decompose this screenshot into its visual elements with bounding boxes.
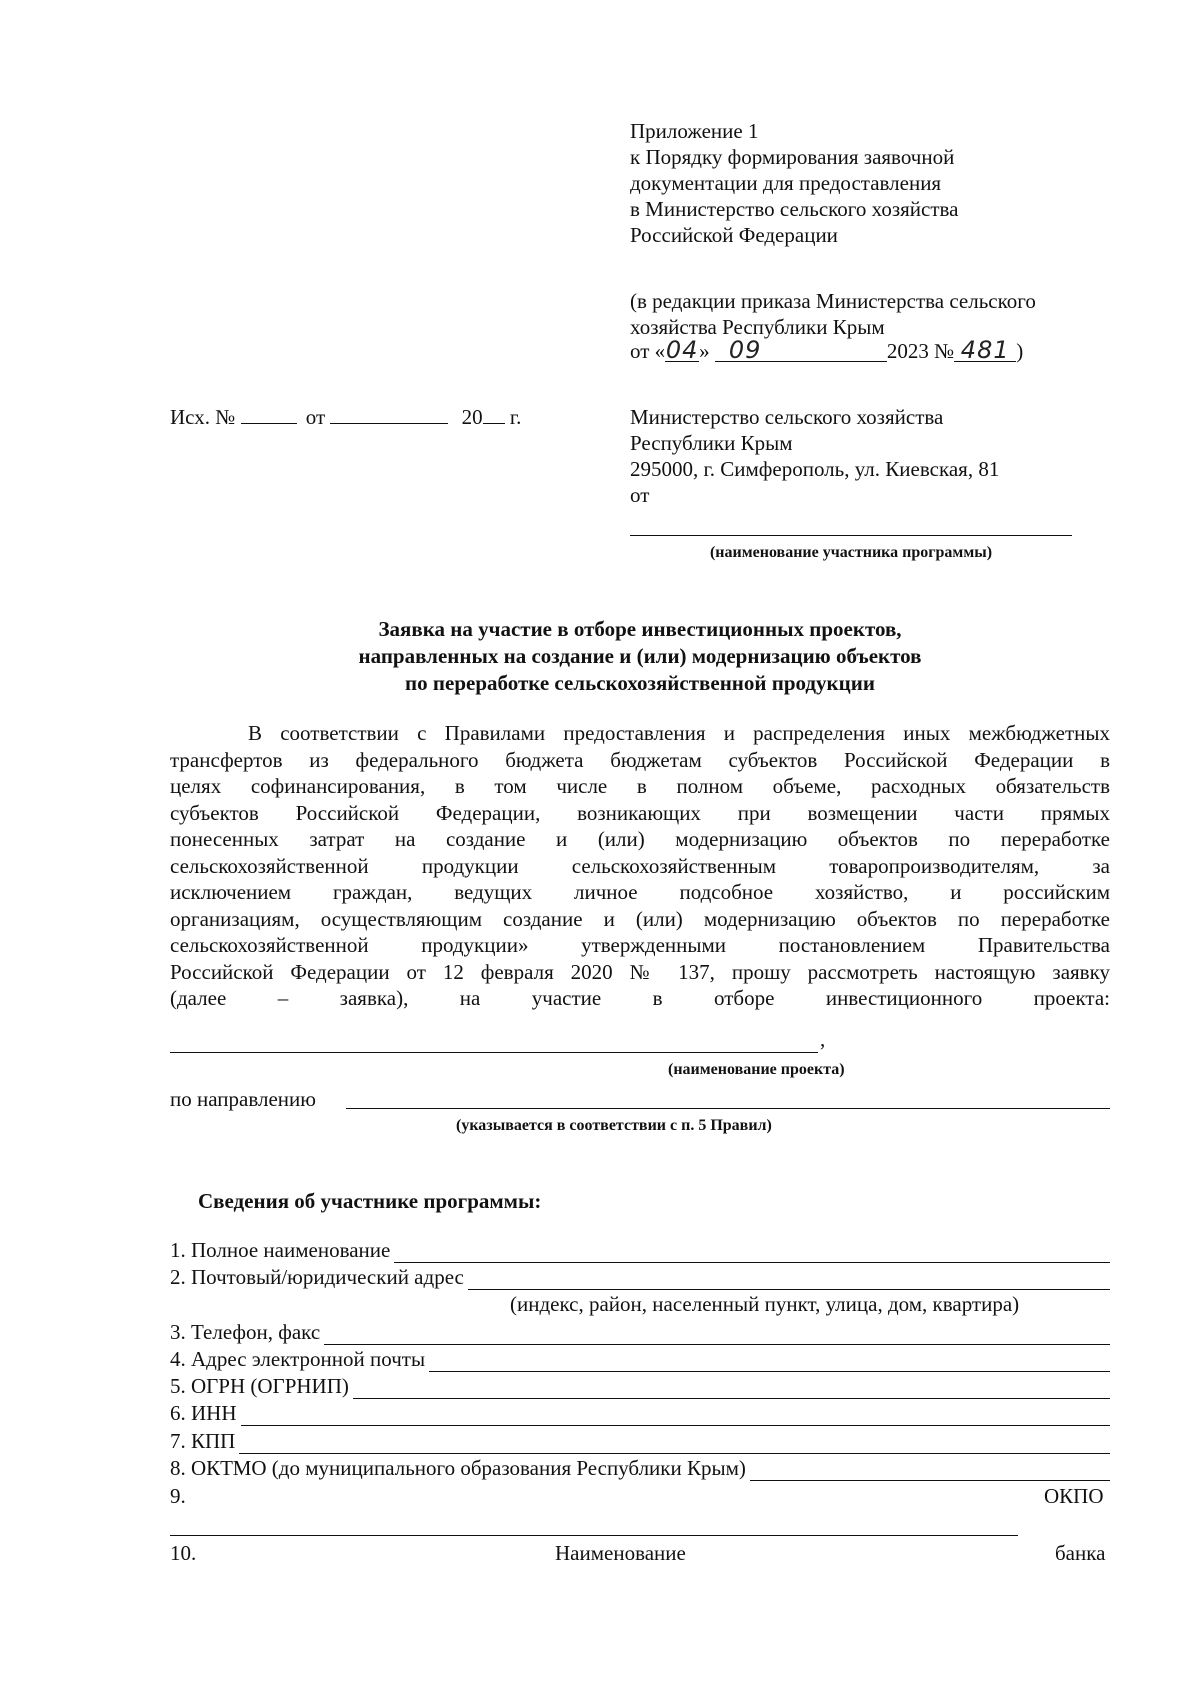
annex-line: Российской Федерации [630, 223, 838, 247]
title-line: Заявка на участие в отборе инвестиционных проектов, [378, 617, 902, 641]
edition-date-line [630, 338, 1170, 364]
address-caption: (индекс, район, населенный пункт, улица, дом, квартира) [510, 1292, 1020, 1316]
date-day-handwritten: 04 [665, 336, 699, 364]
participant-name-line [630, 535, 1072, 536]
field-label: 6. ИНН [170, 1401, 237, 1425]
addressee-line: от [630, 483, 650, 507]
outgoing-number-blank [241, 405, 297, 424]
order-number-handwritten: 481 [954, 339, 1016, 362]
item-10-label: банка [1055, 1541, 1106, 1565]
body-line: субъектов Российской Федерации, возникающих при возмещении части прямых [170, 800, 1110, 825]
participant-name-caption: (наименование участника программы) [709, 544, 993, 561]
body-line: сельскохозяйственной продукции» утвержденными постановлением Правительства [170, 933, 1110, 957]
field-full-name [170, 1237, 1110, 1263]
outgoing-number [170, 404, 521, 430]
direction-blank [346, 1108, 1110, 1109]
date-month-handwritten: 09 [715, 339, 887, 362]
field-blank [750, 1460, 1110, 1481]
field-ogrn [170, 1373, 1110, 1399]
field-blank [394, 1242, 1110, 1263]
field-blank [239, 1433, 1110, 1454]
field-email [170, 1346, 1110, 1372]
addressee-line: 295000, г. Симферополь, ул. Киевская, 81 [630, 457, 1000, 481]
body-line: трансфертов из федерального бюджета бюджетам субъектов Российской Федерации в [170, 747, 1110, 772]
item-9-label: ОКПО [1044, 1484, 1104, 1508]
field-kpp [170, 1428, 1110, 1454]
annex-line: в Министерство сельского хозяйства [630, 197, 959, 221]
body-line: Российской Федерации от 12 февраля 2020 № 137, прошу рассмотреть настоящую заявку [170, 959, 1110, 984]
field-blank [324, 1324, 1110, 1345]
body-line: понесенных затрат на создание и (или) модернизацию объектов по переработке [170, 827, 1110, 851]
addressee-block [630, 404, 1150, 508]
field-label: 1. Полное наименование [170, 1238, 391, 1262]
edition-line: (в редакции приказа Министерства сельского [630, 289, 1036, 313]
annex-line: документации для предоставления [630, 171, 942, 195]
annex-line: к Порядку формирования заявочной [630, 145, 955, 169]
project-name-caption: (наименование проекта) [668, 1061, 845, 1078]
annex-block [630, 118, 1150, 248]
participant-heading: Сведения об участнике программы: [198, 1189, 542, 1213]
outgoing-date-blank [330, 405, 448, 424]
date-year: 2023 № [886, 339, 955, 363]
field-inn [170, 1400, 1110, 1426]
direction-label: по направлению [170, 1087, 316, 1111]
annex-line: Приложение 1 [630, 119, 759, 143]
addressee-line: Республики Крым [630, 431, 793, 455]
outgoing-from: от [305, 405, 326, 429]
field-postal-address [170, 1264, 1110, 1290]
field-blank [429, 1351, 1110, 1372]
item-9-blank [170, 1535, 1018, 1536]
body-paragraph [170, 720, 1110, 1012]
date-mid: » [699, 339, 710, 363]
edition-line: хозяйства Республики Крым [630, 315, 885, 339]
body-line: сельскохозяйственной продукции сельскохозяйственным товаропроизводителям, за [170, 853, 1110, 878]
document-title [170, 616, 1110, 697]
project-name-blank [170, 1052, 818, 1053]
field-oktmo [170, 1455, 1110, 1481]
project-comma: , [820, 1027, 826, 1051]
edition-block [630, 288, 1170, 364]
field-label: 5. ОГРН (ОГРНИП) [170, 1374, 349, 1398]
outgoing-year: 20 [461, 405, 483, 429]
body-line: (далее – заявка), на участие в отборе инвестиционного проекта: [170, 986, 1110, 1010]
addressee-line: Министерство сельского хозяйства [630, 405, 944, 429]
body-line: организациям, осуществляющим создание и (или) модернизацию объектов по переработке [170, 906, 1110, 931]
outgoing-year-suffix: г. [509, 405, 522, 429]
outgoing-prefix: Исх. № [170, 405, 236, 429]
item-10-number: 10. [170, 1541, 197, 1565]
direction-caption: (указывается в соответствии с п. 5 Правил) [456, 1117, 772, 1134]
field-label: 4. Адрес электронной почты [170, 1347, 426, 1371]
item-10-mid: Наименование [555, 1541, 686, 1565]
date-prefix: от « [630, 339, 666, 363]
field-phone-fax [170, 1319, 1110, 1345]
outgoing-year-blank [483, 405, 505, 424]
field-blank [241, 1405, 1111, 1426]
field-label: 3. Телефон, факс [170, 1320, 321, 1344]
item-9-number: 9. [170, 1484, 186, 1508]
field-label: 2. Почтовый/юридический адрес [170, 1265, 464, 1289]
body-line: исключением граждан, ведущих личное подсобное хозяйство, и российским [170, 880, 1110, 904]
field-blank [353, 1378, 1110, 1399]
title-line: по переработке сельскохозяйственной продукции [405, 671, 875, 695]
title-line: направленных на создание и (или) модернизацию объектов [358, 644, 922, 668]
field-label: 8. ОКТМО (до муниципального образования Республики Крым) [170, 1456, 746, 1480]
body-line: целях софинансирования, в том числе в полном объеме, расходных обязательств [170, 774, 1110, 798]
body-line: В соответствии с Правилами предоставления и распределения иных межбюджетных [248, 721, 1110, 745]
date-close: ) [1016, 339, 1024, 363]
field-label: 7. КПП [170, 1429, 236, 1453]
field-blank [468, 1269, 1110, 1290]
